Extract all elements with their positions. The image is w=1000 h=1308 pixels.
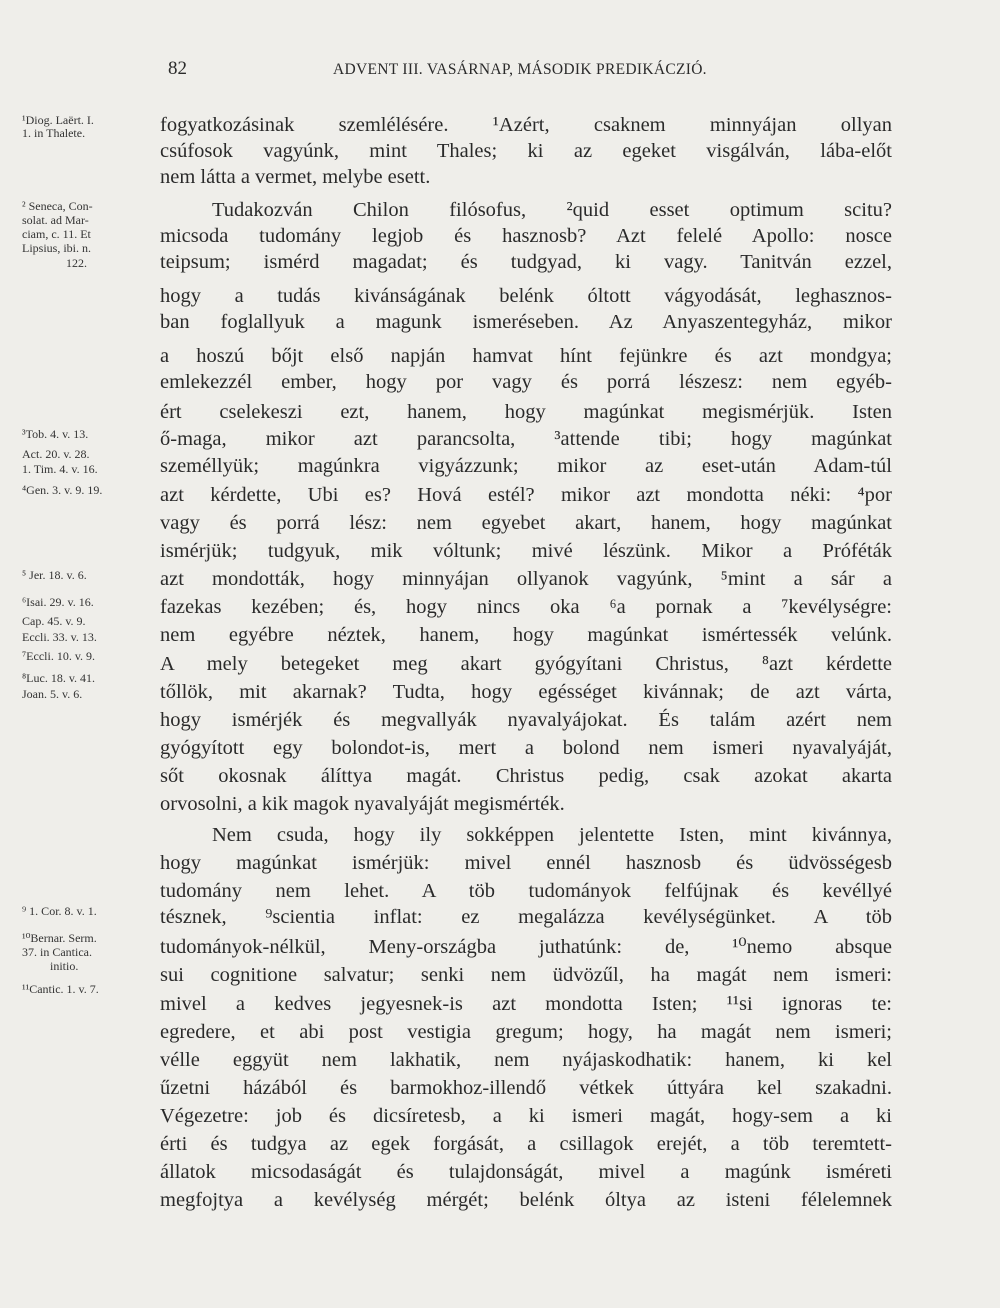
margin-note: ¹⁰Bernar. Serm. xyxy=(22,931,97,945)
text-line: ban foglallyuk a magunk ismeréseben. Az Anyaszentegyház, mikor xyxy=(160,311,892,333)
margin-note: ¹¹Cantic. 1. v. 7. xyxy=(22,982,99,996)
margin-note: Lipsius, ibi. n. xyxy=(22,241,92,255)
text-line: tésznek, ⁹scientia inflat: ez megalázza kevélységünket. A töb xyxy=(160,906,892,928)
text-line: hogy ismérjék és megvallyák nyavalyájokat. És talám azért nem xyxy=(160,709,892,731)
text-line: vagy és porrá lész: nem egyebet akart, hanem, hogy magúnkat xyxy=(160,512,892,534)
text-line: ért cselekeszi ezt, hanem, hogy magúnkat megismérjük. Isten xyxy=(160,401,892,423)
text-line: hogy magúnkat ismérjük: mivel ennél hasznosb és üdvösségesb xyxy=(160,852,892,874)
text-line: A mely betegeket meg akart gyógyítani Christus, ⁸azt kérdette xyxy=(160,653,892,675)
text-line: teipsum; ismérd magadat; és tudgyad, ki vagy. Tanitván ezzel, xyxy=(160,251,892,273)
margin-note: initio. xyxy=(50,959,79,973)
margin-note: 1. in Thalete. xyxy=(22,126,86,140)
text-line: a hoszú bőjt első napján hamvat hínt fejünkre és azt mondgya; xyxy=(160,345,892,367)
text-line: érti és tudgya az egek forgását, a csillagok erejét, a töb teremtett- xyxy=(160,1133,892,1155)
text-line: azt kérdette, Ubi es? Hová estél? mikor azt mondotta néki: ⁴por xyxy=(160,484,892,506)
text-line: ismérjük; tudgyuk, mik vóltunk; mivé lészünk. Mikor a Próféták xyxy=(160,540,892,562)
page-header xyxy=(0,58,1000,88)
text-line: fazekas kezében; és, hogy nincs oka ⁶a pornak a ⁷kevélységre: xyxy=(160,596,892,618)
text-line: hogy a tudás kivánságának belénk óltott vágyodását, leghasznos- xyxy=(160,285,892,307)
text-line: Nem csuda, hogy ily sokképpen jelentette Isten, mint kivánnya, xyxy=(212,824,892,846)
text-line: állatok micsodaságát és tulajdonságát, mivel a magúnk isméreti xyxy=(160,1161,892,1183)
text-line: micsoda tudomány legjob és hasznosb? Azt felelé Apollo: nosce xyxy=(160,225,892,247)
margin-note: ciam, c. 11. Et xyxy=(22,227,91,241)
margin-note: ⁵ Jer. 18. v. 6. xyxy=(22,568,87,582)
margin-note: 37. in Cantica. xyxy=(22,945,92,959)
margin-note: solat. ad Mar- xyxy=(22,213,89,227)
margin-note: 122. xyxy=(66,256,87,270)
running-head: ADVENT III. VASÁRNAP, MÁSODIK PREDIKÁCZIÓ. xyxy=(333,61,707,78)
text-line: csúfosok vagyúnk, mint Thales; ki az egeket visgálván, lába-előt xyxy=(160,140,892,162)
text-line: Tudakozván Chilon filósofus, ²quid esset optimum scitu? xyxy=(212,199,892,221)
text-line: tudomány nem lehet. A töb tudományok felfújnak és kevéllyé xyxy=(160,880,892,902)
margin-note: Eccli. 33. v. 13. xyxy=(22,630,97,644)
margin-note: ² Seneca, Con- xyxy=(22,199,93,213)
margin-note: ⁴Gen. 3. v. 9. 19. xyxy=(22,483,103,497)
margin-note: ⁸Luc. 18. v. 41. xyxy=(22,671,96,685)
margin-note: 1. Tim. 4. v. 16. xyxy=(22,462,98,476)
text-line: tudományok-nélkül, Meny-országba juthatúnk: de, ¹⁰nemo absque xyxy=(160,936,892,958)
text-line: vélle eggyüt nem lakhatik, nem nyájaskodhatik: hanem, ki kel xyxy=(160,1049,892,1071)
text-line: gyógyított egy bolondot-is, mert a bolond nem ismeri nyavalyáját, xyxy=(160,737,892,759)
text-line: emlekezzél ember, hogy por vagy és porrá lészesz: nem egyéb- xyxy=(160,371,892,393)
margin-note: Joan. 5. v. 6. xyxy=(22,687,83,701)
text-line: ő-maga, mikor azt parancsolta, ³attende tibi; hogy magúnkat xyxy=(160,428,892,450)
text-line: megfojtya a kevélység mérgét; belénk óltya az isteni félelemnek xyxy=(160,1189,892,1211)
text-line: sui cognitione salvatur; senki nem üdvözűl, ha magát nem ismeri: xyxy=(160,964,892,986)
text-line: orvosolni, a kik magok nyavalyáját megismérték. xyxy=(160,793,565,815)
text-line: nem egyébre néztek, hanem, hogy magúnkat ismértessék velúnk. xyxy=(160,624,892,646)
margin-note: ¹Diog. Laërt. I. xyxy=(22,113,94,127)
text-line: azt mondották, hogy minnyájan ollyanok vagyúnk, ⁵mint a sár a xyxy=(160,568,892,590)
margin-note: ⁹ 1. Cor. 8. v. 1. xyxy=(22,904,97,918)
margin-note: Cap. 45. v. 9. xyxy=(22,614,86,628)
text-line: nem látta a vermet, melybe esett. xyxy=(160,166,431,188)
margin-note: ⁶Isai. 29. v. 16. xyxy=(22,595,94,609)
margin-note: ³Tob. 4. v. 13. xyxy=(22,427,89,441)
text-line: sőt okosnak álíttya magát. Christus pedig, csak azokat akarta xyxy=(160,765,892,787)
text-line: fogyatkozásinak szemlélésére. ¹Azért, csaknem minnyájan ollyan xyxy=(160,114,892,136)
page-number: 82 xyxy=(168,58,187,79)
text-line: űzetni házából és barmokhoz-illendő vétkek úttyára kel szakadni. xyxy=(160,1077,892,1099)
text-line: mivel a kedves jegyesnek-is azt mondotta Isten; ¹¹si ignoras te: xyxy=(160,993,892,1015)
margin-note: Act. 20. v. 28. xyxy=(22,447,90,461)
text-line: tőllök, mit akarnak? Tudta, hogy egésséget kivánnak; de azt várta, xyxy=(160,681,892,703)
text-line: Végezetre: job és dicsíretesb, a ki ismeri magát, hogy-sem a ki xyxy=(160,1105,892,1127)
margin-note: ⁷Eccli. 10. v. 9. xyxy=(22,649,96,663)
text-line: egredere, et abi post vestigia gregum; hogy, ha magát nem ismeri; xyxy=(160,1021,892,1043)
text-line: személlyük; magúnkra vigyázzunk; mikor az eset-után Adam-túl xyxy=(160,455,892,477)
